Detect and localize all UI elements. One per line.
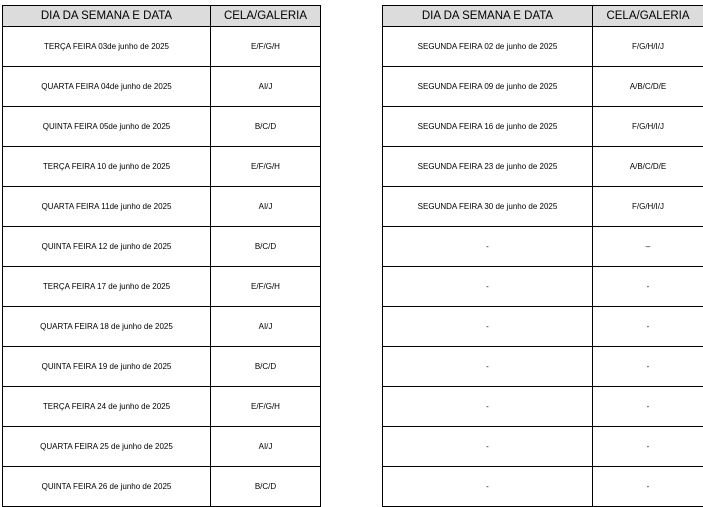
header-cell-gallery: CELA/GALERIA xyxy=(593,6,703,27)
cell-gallery-cell: E/F/G/H xyxy=(211,147,321,187)
header-row xyxy=(3,6,321,27)
day-date-cell: SEGUNDA FEIRA 09 de junho de 2025 xyxy=(383,67,593,107)
table-row xyxy=(3,67,321,107)
cell-gallery-cell: AI/J xyxy=(211,67,321,107)
cell-gallery-cell: F/G/H/I/J xyxy=(593,27,703,67)
table-row xyxy=(3,307,321,347)
empty-day-cell: - xyxy=(383,267,593,307)
table-row xyxy=(383,467,703,507)
cell-gallery-cell: B/C/D xyxy=(211,467,321,507)
cell-gallery-cell: B/C/D xyxy=(211,227,321,267)
table-row xyxy=(3,187,321,227)
table-row xyxy=(3,107,321,147)
day-date-cell: TERÇA FEIRA 17 de junho de 2025 xyxy=(3,267,211,307)
header-cell-gallery: CELA/GALERIA xyxy=(211,6,321,27)
cell-gallery-cell: AI/J xyxy=(211,307,321,347)
day-date-cell: SEGUNDA FEIRA 02 de junho de 2025 xyxy=(383,27,593,67)
day-date-cell: TERÇA FEIRA 03de junho de 2025 xyxy=(3,27,211,67)
day-date-cell: SEGUNDA FEIRA 30 de junho de 2025 xyxy=(383,187,593,227)
table-row xyxy=(3,427,321,467)
table-row xyxy=(383,347,703,387)
table-row xyxy=(383,307,703,347)
left-table-body xyxy=(3,27,321,507)
cell-gallery-cell: B/C/D xyxy=(211,107,321,147)
empty-gallery-cell: - xyxy=(593,267,703,307)
day-date-cell: QUINTA FEIRA 19 de junho de 2025 xyxy=(3,347,211,387)
table-row xyxy=(3,267,321,307)
header-day-date: DIA DA SEMANA E DATA xyxy=(3,6,211,27)
cell-gallery-cell: F/G/H/I/J xyxy=(593,187,703,227)
table-row xyxy=(3,147,321,187)
day-date-cell: QUARTA FEIRA 25 de junho de 2025 xyxy=(3,427,211,467)
table-row xyxy=(383,67,703,107)
day-date-cell: QUINTA FEIRA 12 de junho de 2025 xyxy=(3,227,211,267)
table-row xyxy=(3,387,321,427)
table-row xyxy=(3,467,321,507)
table-row xyxy=(3,227,321,267)
day-date-cell: QUINTA FEIRA 26 de junho de 2025 xyxy=(3,467,211,507)
empty-gallery-cell: - xyxy=(593,427,703,467)
day-date-cell: TERÇA FEIRA 24 de junho de 2025 xyxy=(3,387,211,427)
empty-day-cell: - xyxy=(383,307,593,347)
cell-gallery-cell: A/B/C/D/E xyxy=(593,67,703,107)
table-row xyxy=(383,387,703,427)
day-date-cell: TERÇA FEIRA 10 de junho de 2025 xyxy=(3,147,211,187)
day-date-cell: SEGUNDA FEIRA 23 de junho de 2025 xyxy=(383,147,593,187)
empty-day-cell: - xyxy=(383,227,593,267)
table-row xyxy=(383,267,703,307)
day-date-cell: QUARTA FEIRA 04de junho de 2025 xyxy=(3,67,211,107)
cell-gallery-cell: AI/J xyxy=(211,427,321,467)
cell-gallery-cell: F/G/H/I/J xyxy=(593,107,703,147)
cell-gallery-cell: E/F/G/H xyxy=(211,27,321,67)
table-row xyxy=(383,187,703,227)
table-row xyxy=(383,147,703,187)
empty-day-cell: - xyxy=(383,427,593,467)
table-row xyxy=(3,347,321,387)
empty-day-cell: - xyxy=(383,347,593,387)
empty-gallery-cell: - xyxy=(593,347,703,387)
day-date-cell: SEGUNDA FEIRA 16 de junho de 2025 xyxy=(383,107,593,147)
table-row xyxy=(383,27,703,67)
cell-gallery-cell: E/F/G/H xyxy=(211,387,321,427)
right-table-body xyxy=(383,27,703,507)
header-row xyxy=(383,6,703,27)
header-day-date: DIA DA SEMANA E DATA xyxy=(383,6,593,27)
day-date-cell: QUINTA FEIRA 05de junho de 2025 xyxy=(3,107,211,147)
empty-gallery-cell: – xyxy=(593,227,703,267)
empty-gallery-cell: - xyxy=(593,387,703,427)
table-row xyxy=(3,27,321,67)
table-row xyxy=(383,107,703,147)
day-date-cell: QUARTA FEIRA 18 de junho de 2025 xyxy=(3,307,211,347)
cell-gallery-cell: E/F/G/H xyxy=(211,267,321,307)
cell-gallery-cell: A/B/C/D/E xyxy=(593,147,703,187)
cell-gallery-cell: AI/J xyxy=(211,187,321,227)
empty-gallery-cell: - xyxy=(593,467,703,507)
day-date-cell: QUARTA FEIRA 11de junho de 2025 xyxy=(3,187,211,227)
cell-gallery-cell: B/C/D xyxy=(211,347,321,387)
empty-day-cell: - xyxy=(383,387,593,427)
table-row xyxy=(383,427,703,467)
table-row xyxy=(383,227,703,267)
schedule-table-left xyxy=(2,5,321,507)
empty-day-cell: - xyxy=(383,467,593,507)
empty-gallery-cell: - xyxy=(593,307,703,347)
schedule-table-right xyxy=(382,5,703,507)
